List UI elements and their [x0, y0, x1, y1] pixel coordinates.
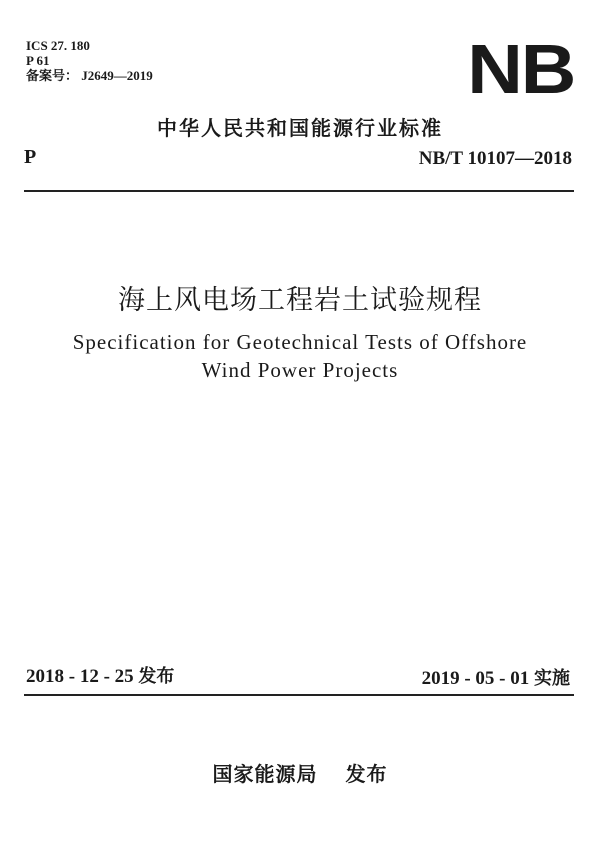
standard-number: NB/T 10107—2018 — [418, 148, 572, 169]
classification-block — [26, 38, 153, 83]
issue-date: 2018 - 12 - 25 — [26, 666, 134, 687]
document-title-chinese: 海上风电场工程岩土试验规程 — [118, 285, 482, 316]
ics-code: ICS 27. 180 — [26, 38, 90, 53]
title-english-line-1: Specification for Geotechnical Tests of Offshore — [72, 330, 528, 354]
publisher-line — [0, 758, 600, 787]
category-letter: P — [24, 146, 37, 168]
implement-date-block — [422, 664, 570, 690]
record-number: 备案号： J2649—2019 — [26, 68, 153, 83]
nb-logo: NB — [467, 30, 574, 108]
implement-date: 2019 - 05 - 01 — [421, 668, 530, 689]
implement-label: 实施 — [534, 668, 570, 689]
publisher-name: 国家能源局 — [212, 762, 318, 786]
document-title-english — [0, 328, 600, 384]
top-divider — [24, 190, 574, 192]
bottom-divider — [24, 694, 574, 696]
publish-label: 发布 — [345, 762, 388, 786]
issue-label: 发布 — [138, 666, 175, 687]
title-english-line-2: Wind Power Projects — [201, 358, 399, 382]
ccs-code: P 61 — [26, 53, 50, 68]
issue-date-block — [26, 662, 174, 688]
standard-type-heading: 中华人民共和国能源行业标准 — [157, 116, 443, 140]
